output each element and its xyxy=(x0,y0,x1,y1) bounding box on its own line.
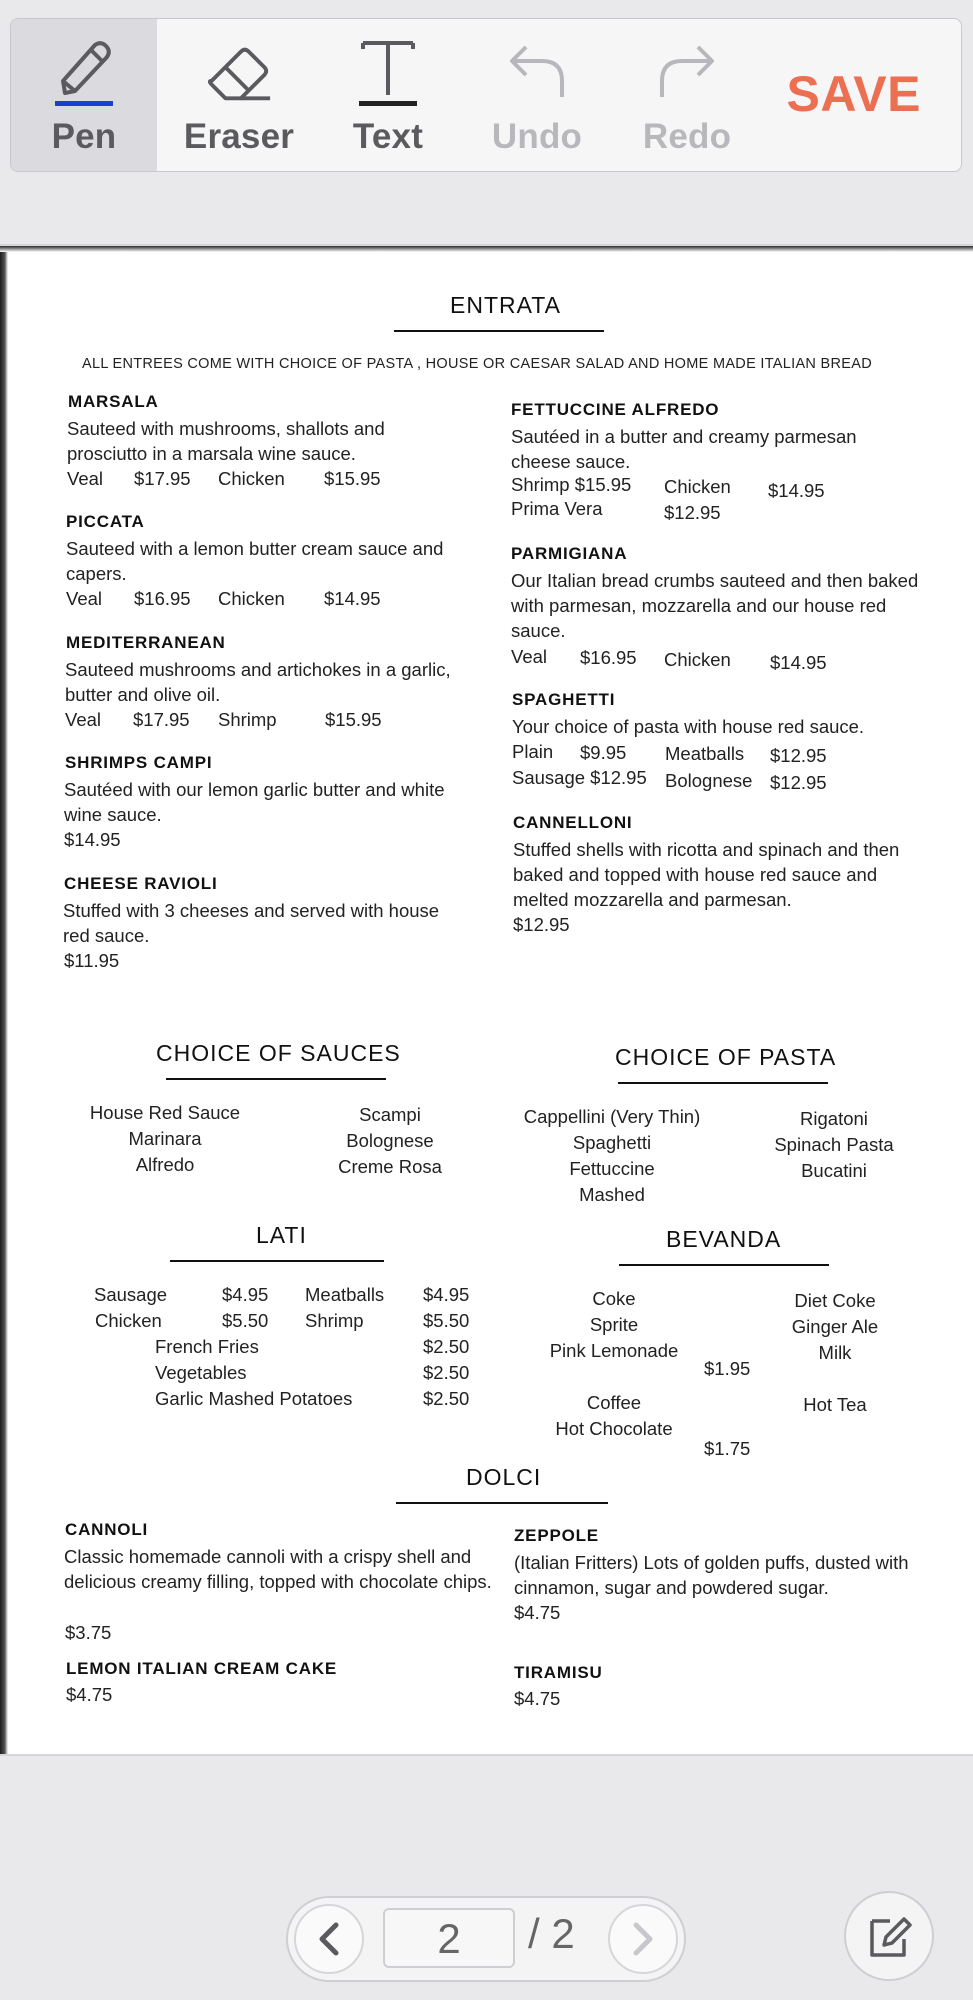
price-label: Veal xyxy=(511,646,548,667)
price-label: Chicken xyxy=(218,588,285,609)
price-value: $11.95 xyxy=(64,950,120,971)
price-label: Chicken xyxy=(664,649,731,670)
chevron-left-icon xyxy=(314,1921,344,1957)
drink-item: Ginger Ale xyxy=(791,1316,879,1337)
pasta-item: Mashed xyxy=(579,1184,645,1205)
price-label: Veal xyxy=(67,468,104,489)
entrata-note: ALL ENTREES COME WITH CHOICE OF PASTA , HOUSE OR CAESAR SALAD AND HOME MADE ITALIAN BREAD xyxy=(82,356,872,372)
pasta-item: Spinach Pasta xyxy=(774,1134,894,1155)
side-price: $4.95 xyxy=(423,1284,470,1305)
side-name: Sausage xyxy=(94,1284,168,1305)
section-title-sauces: CHOICE OF SAUCES xyxy=(156,1040,401,1066)
drink-item: Coke xyxy=(592,1288,636,1309)
price-label: Prima Vera xyxy=(511,498,603,519)
pen-label: Pen xyxy=(51,117,117,156)
price-value: Sausage $12.95 xyxy=(512,767,647,788)
undo-icon xyxy=(502,35,572,111)
menu-item-desc: Stuffed shells with ricotta and spinach and then baked and topped with house red sauce and melted mozzarella and parmesan. xyxy=(513,839,900,910)
price-value: Shrimp $15.95 xyxy=(511,474,632,495)
divider xyxy=(619,1264,829,1266)
price-value: $4.75 xyxy=(66,1684,113,1705)
price-value: $15.95 xyxy=(324,468,381,489)
price-value: $12.95 xyxy=(513,914,570,935)
edit-document-icon xyxy=(864,1911,914,1961)
menu-content xyxy=(0,246,973,1754)
pen-tool-button[interactable] xyxy=(11,19,157,171)
price-value: $17.95 xyxy=(134,468,191,489)
menu-item-name: CHEESE RAVIOLI xyxy=(64,874,218,893)
price-label: Meatballs xyxy=(665,743,745,764)
menu-item-desc: Sautéed in a butter and creamy parmesan cheese sauce. xyxy=(511,426,857,472)
price-label: Plain xyxy=(512,741,554,762)
menu-item-desc: Your choice of pasta with house red sauce. xyxy=(512,716,865,737)
side-name: French Fries xyxy=(155,1336,259,1357)
section-title-entrata: ENTRATA xyxy=(450,292,561,318)
pen-icon xyxy=(49,35,119,111)
menu-item-name: MEDITERRANEAN xyxy=(66,633,226,652)
save-button[interactable]: SAVE xyxy=(786,66,921,122)
sauce-item: Bolognese xyxy=(346,1130,434,1151)
eraser-icon xyxy=(204,35,274,111)
pasta-item: Spaghetti xyxy=(572,1132,652,1153)
redo-icon xyxy=(652,35,722,111)
menu-item-name: CANNOLI xyxy=(65,1520,149,1539)
sauce-item: Marinara xyxy=(128,1128,202,1149)
menu-item-name: LEMON ITALIAN CREAM CAKE xyxy=(66,1659,338,1678)
price-label: Shrimp xyxy=(218,709,277,730)
price-label: Veal xyxy=(65,709,102,730)
side-name: Meatballs xyxy=(305,1284,385,1305)
menu-item-name: CANNELLONI xyxy=(513,813,633,832)
text-label: Text xyxy=(352,117,424,156)
menu-item-desc: Stuffed with 3 cheeses and served with house red sauce. xyxy=(63,900,440,946)
menu-item-desc: Sauteed mushrooms and artichokes in a garlic, butter and olive oil. xyxy=(65,659,451,705)
annotation-toolbar xyxy=(10,18,962,172)
text-tool-button[interactable] xyxy=(315,19,461,171)
price-value: $14.95 xyxy=(768,480,825,501)
drink-item: Sprite xyxy=(589,1314,639,1335)
menu-item-name: PICCATA xyxy=(66,512,145,531)
price-label: Chicken xyxy=(218,468,285,489)
sauce-item: House Red Sauce xyxy=(89,1102,241,1123)
price-value: $16.95 xyxy=(134,588,191,609)
menu-item-desc: Classic homemade cannoli with a crispy shell and delicious creamy filling, topped with chocolate chips. xyxy=(64,1546,492,1592)
price-value: $9.95 xyxy=(580,742,627,763)
price-value: $17.95 xyxy=(133,709,190,730)
side-name: Garlic Mashed Potatoes xyxy=(155,1388,353,1409)
menu-item-name: TIRAMISU xyxy=(514,1663,603,1682)
menu-item-desc: Sautéed with our lemon garlic butter and white wine sauce. xyxy=(64,779,445,825)
document-page[interactable] xyxy=(0,246,973,1754)
menu-item-name: MARSALA xyxy=(68,392,159,411)
side-price: $5.50 xyxy=(222,1310,269,1331)
redo-button[interactable] xyxy=(614,19,760,171)
drink-item: Pink Lemonade xyxy=(549,1340,679,1361)
divider xyxy=(166,1078,386,1080)
drink-item: Hot Tea xyxy=(803,1394,867,1415)
drink-price: $1.75 xyxy=(704,1438,751,1459)
section-title-pasta: CHOICE OF PASTA xyxy=(615,1044,837,1070)
menu-item-name: SPAGHETTI xyxy=(512,690,616,709)
menu-item-desc: Our Italian bread crumbs sauteed and then baked with parmesan, mozzarella and our house red sauce. xyxy=(511,570,919,641)
drink-item: Diet Coke xyxy=(794,1290,876,1311)
price-label: Bolognese xyxy=(665,770,753,791)
pasta-item: Rigatoni xyxy=(800,1108,868,1129)
edit-annotate-button[interactable] xyxy=(844,1891,934,1981)
eraser-tool-button[interactable] xyxy=(166,19,312,171)
drink-item: Hot Chocolate xyxy=(555,1418,673,1439)
menu-item-desc: Sauteed with mushrooms, shallots and prosciutto in a marsala wine sauce. xyxy=(67,418,385,464)
price-value: $14.95 xyxy=(324,588,381,609)
divider xyxy=(170,1260,384,1262)
undo-button[interactable] xyxy=(464,19,610,171)
price-label: Chicken xyxy=(664,476,731,497)
redo-label: Redo xyxy=(642,117,732,156)
side-name: Chicken xyxy=(95,1310,162,1331)
undo-label: Undo xyxy=(491,117,583,156)
text-icon xyxy=(353,35,423,111)
sauce-item: Alfredo xyxy=(135,1154,195,1175)
eraser-label: Eraser xyxy=(183,117,295,156)
section-title-bevanda: BEVANDA xyxy=(666,1226,782,1252)
sauce-item: Creme Rosa xyxy=(338,1156,442,1177)
side-name: Vegetables xyxy=(155,1362,247,1383)
pasta-item: Bucatini xyxy=(801,1160,867,1181)
previous-page-button[interactable] xyxy=(294,1904,364,1974)
side-price: $2.50 xyxy=(423,1362,470,1383)
price-value: $4.75 xyxy=(514,1688,561,1709)
sauce-item: Scampi xyxy=(359,1104,421,1125)
side-name: Shrimp xyxy=(305,1310,364,1331)
pasta-item: Fettuccine xyxy=(569,1158,655,1179)
price-value: $15.95 xyxy=(325,709,382,730)
price-value: $16.95 xyxy=(580,647,637,668)
price-label: Veal xyxy=(66,588,103,609)
side-price: $2.50 xyxy=(423,1336,470,1357)
section-title-dolci: DOLCI xyxy=(466,1464,542,1490)
drink-price: $1.95 xyxy=(704,1358,751,1379)
page-navigator xyxy=(286,1896,686,1982)
side-price: $4.95 xyxy=(222,1284,269,1305)
menu-item-desc: (Italian Fritters) Lots of golden puffs, dusted with cinnamon, sugar and powdered sugar. xyxy=(514,1552,909,1598)
divider xyxy=(618,1082,828,1084)
chevron-right-icon xyxy=(628,1921,658,1957)
price-value: $14.95 xyxy=(770,652,827,673)
drink-item: Milk xyxy=(818,1342,852,1363)
side-price: $5.50 xyxy=(423,1310,470,1331)
price-value: $14.95 xyxy=(64,829,121,850)
menu-item-name: FETTUCCINE ALFREDO xyxy=(511,400,720,419)
current-page-field[interactable]: 2 xyxy=(383,1908,515,1968)
total-pages-label: / 2 xyxy=(528,1910,575,1957)
price-value: $4.75 xyxy=(514,1602,561,1623)
price-value: $12.95 xyxy=(664,502,721,523)
pasta-item: Cappellini (Very Thin) xyxy=(523,1106,701,1127)
menu-item-name: ZEPPOLE xyxy=(514,1526,599,1545)
price-value: $12.95 xyxy=(770,772,827,793)
price-value: $3.75 xyxy=(65,1622,112,1643)
menu-item-name: SHRIMPS CAMPI xyxy=(65,753,213,772)
section-title-lati: LATI xyxy=(256,1222,307,1248)
menu-item-desc: Sauteed with a lemon butter cream sauce and capers. xyxy=(66,538,444,584)
menu-item-name: PARMIGIANA xyxy=(511,544,628,563)
price-value: $12.95 xyxy=(770,745,827,766)
divider xyxy=(394,330,604,332)
drink-item: Coffee xyxy=(586,1392,642,1413)
side-price: $2.50 xyxy=(423,1388,470,1409)
next-page-button[interactable] xyxy=(608,1904,678,1974)
divider xyxy=(396,1502,608,1504)
